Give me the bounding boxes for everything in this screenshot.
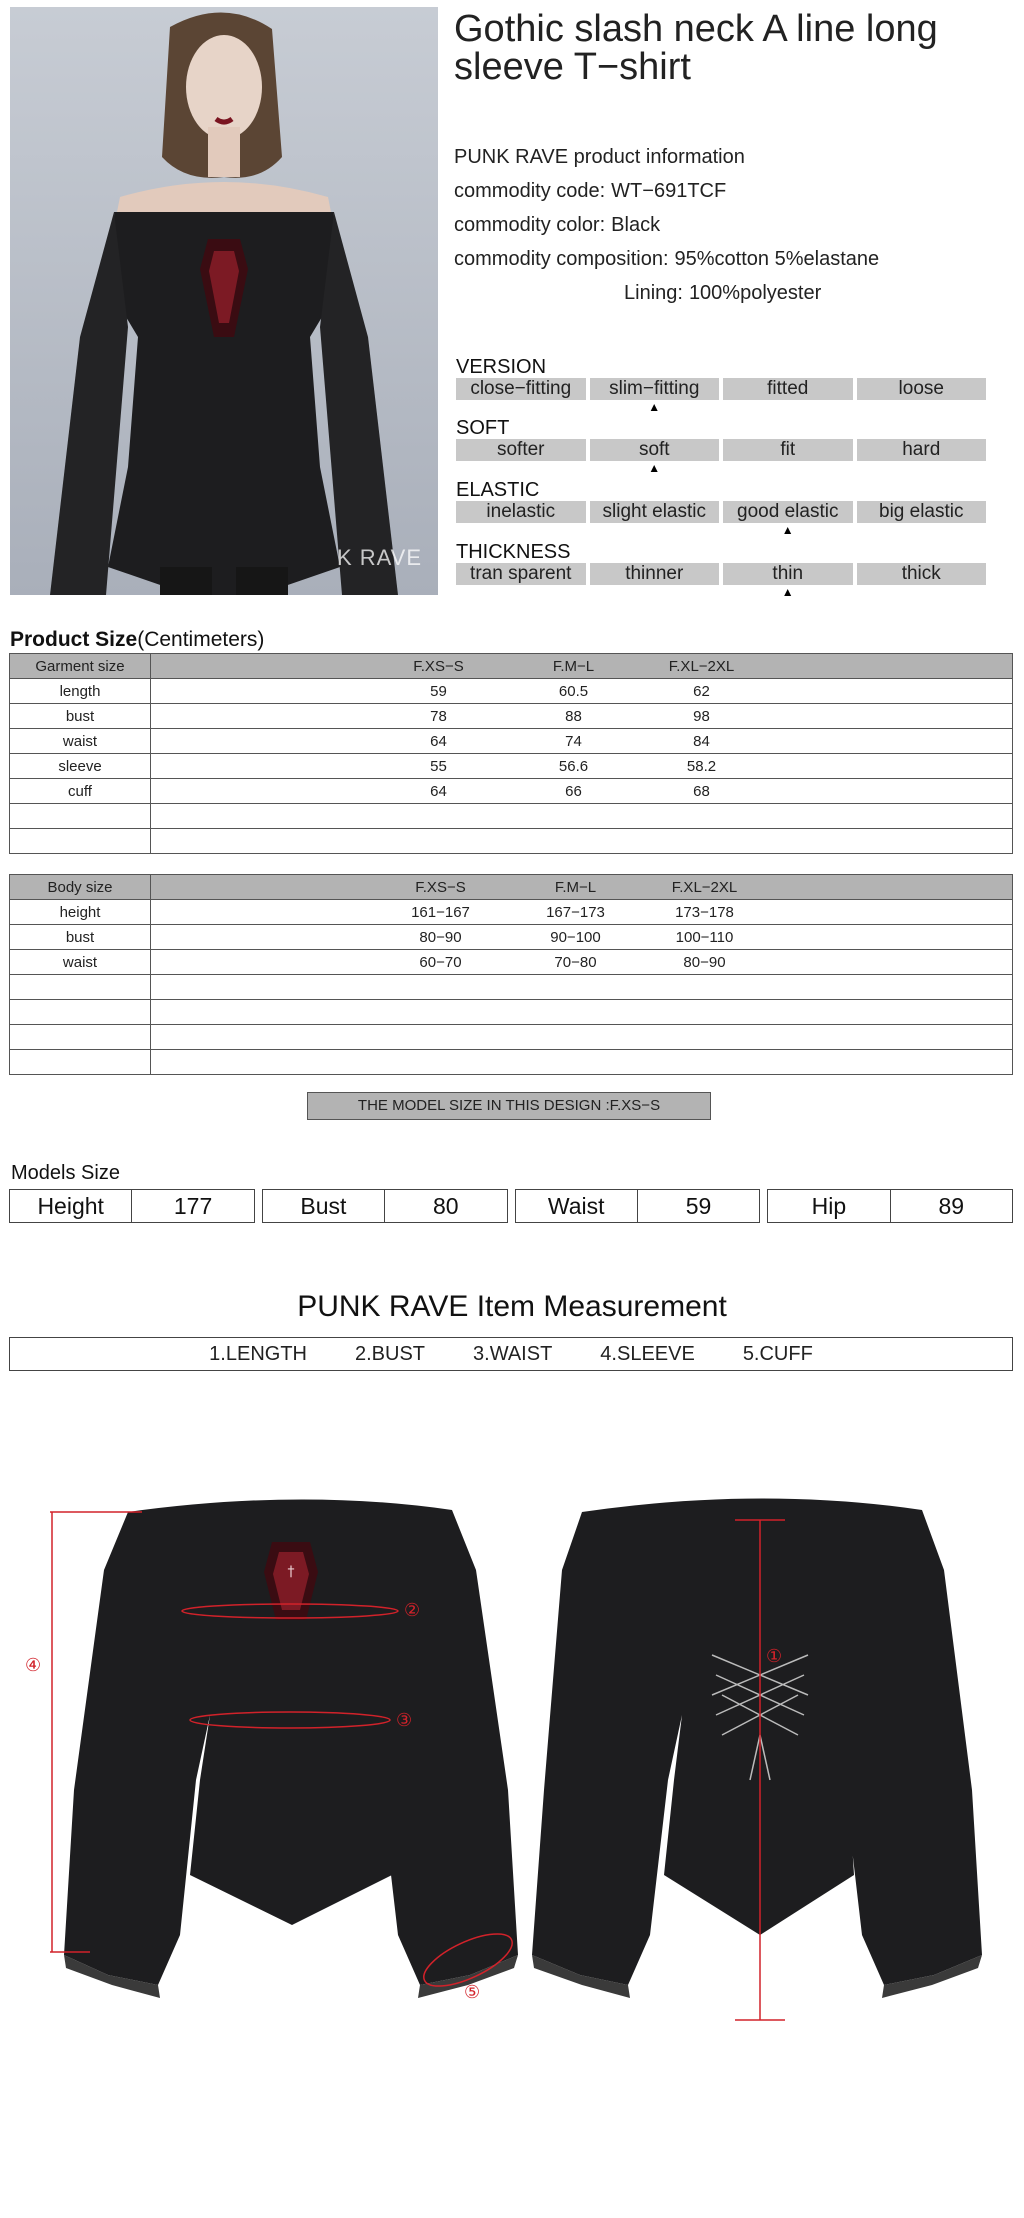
empty-row bbox=[10, 1025, 1013, 1050]
model-measure-value: 177 bbox=[173, 1193, 213, 1219]
lining-value: 100%polyester bbox=[688, 282, 822, 304]
table-cell: 161−167 bbox=[411, 903, 470, 921]
table-row bbox=[10, 754, 1013, 779]
attr-elastic-mark bbox=[590, 523, 720, 537]
attr-soft-mark bbox=[723, 461, 853, 475]
table-cell: 80−90 bbox=[419, 928, 462, 946]
measure-marker: ③ bbox=[396, 1710, 413, 1731]
attr-thickness-option: thinner bbox=[590, 563, 720, 585]
code-value: WT−691TCF bbox=[611, 180, 727, 202]
attr-soft-option: soft bbox=[590, 439, 720, 461]
code-label: commodity code: bbox=[454, 180, 606, 202]
table-cell: 70−80 bbox=[554, 953, 597, 971]
row-label: bust bbox=[10, 704, 151, 729]
empty-row bbox=[10, 975, 1013, 1000]
measure-marker: ② bbox=[404, 1600, 421, 1621]
table-cell: 90−100 bbox=[550, 928, 601, 946]
attr-elastic-option: slight elastic bbox=[590, 501, 720, 523]
product-info bbox=[454, 140, 879, 310]
garment-measurement-diagram bbox=[0, 1480, 1024, 2080]
attr-thickness-mark: ▲ bbox=[781, 585, 794, 599]
measurement-item: 4.SLEEVE bbox=[600, 1343, 695, 1365]
size-header: F.XS−S bbox=[415, 878, 466, 896]
table-row bbox=[10, 679, 1013, 704]
attr-elastic-mark bbox=[456, 523, 586, 537]
attr-version-option: slim−fitting bbox=[590, 378, 720, 400]
attr-version-mark bbox=[723, 400, 853, 414]
table-row bbox=[10, 704, 1013, 729]
product-size-title-bold: Product Size bbox=[10, 628, 138, 651]
attr-soft-option: softer bbox=[456, 439, 586, 461]
models-size-title: Models Size bbox=[11, 1162, 120, 1184]
attr-soft-mark bbox=[456, 461, 586, 475]
size-header: F.XL−2XL bbox=[671, 878, 738, 896]
model-measure-value: 59 bbox=[685, 1193, 712, 1219]
attr-elastic bbox=[456, 479, 986, 537]
model-measure-label: Waist bbox=[516, 1190, 638, 1222]
attr-elastic-mark bbox=[857, 523, 987, 537]
row-label: waist bbox=[10, 950, 151, 975]
body-size-table bbox=[9, 874, 1013, 1075]
attr-thickness-option: thin bbox=[723, 563, 853, 585]
model-size-note: THE MODEL SIZE IN THIS DESIGN :F.XS−S bbox=[307, 1092, 711, 1120]
empty-row bbox=[10, 829, 1013, 854]
model-measure-label: Bust bbox=[263, 1190, 385, 1222]
size-header: F.M−L bbox=[554, 878, 597, 896]
attr-soft-option: fit bbox=[723, 439, 853, 461]
table-cell: 64 bbox=[430, 732, 447, 750]
commodity-code bbox=[454, 174, 879, 208]
garment-front bbox=[64, 1499, 518, 1998]
measurement-item: 2.BUST bbox=[354, 1343, 426, 1365]
product-title: Gothic slash neck A line long sleeve T−shirt bbox=[454, 8, 938, 88]
measure-marker: ⑤ bbox=[464, 1982, 481, 2003]
measurement-item: 5.CUFF bbox=[742, 1343, 813, 1365]
table-header-row bbox=[10, 875, 1013, 900]
table-row bbox=[10, 950, 1013, 975]
attr-elastic-label: ELASTIC bbox=[456, 479, 540, 501]
size-header: F.XS−S bbox=[413, 657, 464, 675]
row-label: waist bbox=[10, 729, 151, 754]
color-label: commodity color: bbox=[454, 214, 606, 236]
product-photo bbox=[10, 7, 438, 595]
commodity-composition bbox=[454, 242, 879, 276]
model-measure bbox=[9, 1189, 255, 1223]
table-cell: 80−90 bbox=[683, 953, 726, 971]
table-cell: 66 bbox=[565, 782, 582, 800]
garment-back bbox=[532, 1498, 982, 1998]
table-cell: 64 bbox=[430, 782, 447, 800]
product-size-unit: (Centimeters) bbox=[137, 628, 265, 651]
table-row bbox=[10, 900, 1013, 925]
model-illustration bbox=[10, 7, 438, 595]
attr-thickness-mark bbox=[857, 585, 987, 599]
table-cell: 98 bbox=[693, 707, 710, 725]
table-header-row bbox=[10, 654, 1013, 679]
models-size-row bbox=[9, 1189, 1013, 1223]
attr-thickness-mark bbox=[456, 585, 586, 599]
table-cell: 78 bbox=[430, 707, 447, 725]
attr-version-option: close−fitting bbox=[456, 378, 586, 400]
attr-thickness-option: tran sparent bbox=[456, 563, 586, 585]
attr-thickness bbox=[456, 541, 986, 599]
measure-marker: ④ bbox=[25, 1655, 42, 1676]
attr-soft-mark bbox=[857, 461, 987, 475]
table-cell: 59 bbox=[430, 682, 447, 700]
measurement-item: 3.WAIST bbox=[473, 1343, 553, 1365]
table-row bbox=[10, 925, 1013, 950]
garment-size-table bbox=[9, 653, 1013, 854]
measurement-title: PUNK RAVE Item Measurement bbox=[297, 1290, 727, 1323]
row-label: height bbox=[10, 900, 151, 925]
attr-thickness-mark bbox=[590, 585, 720, 599]
attr-elastic-mark: ▲ bbox=[781, 523, 794, 537]
model-measure-label: Hip bbox=[768, 1190, 890, 1222]
table-row bbox=[10, 779, 1013, 804]
info-header: PUNK RAVE product information bbox=[454, 146, 745, 168]
row-label: cuff bbox=[10, 779, 151, 804]
attr-version-mark bbox=[857, 400, 987, 414]
table-cell: 56.6 bbox=[558, 757, 589, 775]
empty-row bbox=[10, 1050, 1013, 1075]
attr-version-label: VERSION bbox=[456, 356, 547, 378]
attr-version-mark bbox=[456, 400, 586, 414]
table-cell: 58.2 bbox=[686, 757, 717, 775]
size-header: F.M−L bbox=[552, 657, 595, 675]
attr-soft-mark: ▲ bbox=[648, 461, 661, 475]
measurement-item: 1.LENGTH bbox=[209, 1343, 307, 1365]
table-cell: 167−173 bbox=[546, 903, 605, 921]
attr-version bbox=[456, 356, 986, 414]
table-cell: 173−178 bbox=[675, 903, 734, 921]
attr-version-mark: ▲ bbox=[648, 400, 661, 414]
table-cell: 100−110 bbox=[675, 928, 734, 946]
table-row bbox=[10, 729, 1013, 754]
lining-label: Lining: bbox=[624, 282, 683, 304]
attr-elastic-option: inelastic bbox=[456, 501, 586, 523]
table-cell: 60.5 bbox=[558, 682, 589, 700]
commodity-color bbox=[454, 208, 879, 242]
table-cell: 88 bbox=[565, 707, 582, 725]
attr-thickness-label: THICKNESS bbox=[456, 541, 571, 563]
body-size-header: Body size bbox=[10, 875, 151, 900]
size-header: F.XL−2XL bbox=[668, 657, 735, 675]
watermark: K RAVE bbox=[336, 545, 422, 570]
measurement-list bbox=[9, 1337, 1013, 1371]
row-label: sleeve bbox=[10, 754, 151, 779]
row-label: length bbox=[10, 679, 151, 704]
model-measure bbox=[515, 1189, 761, 1223]
row-label: bust bbox=[10, 925, 151, 950]
model-measure bbox=[262, 1189, 508, 1223]
product-size-title bbox=[10, 628, 264, 652]
attr-version-option: fitted bbox=[723, 378, 853, 400]
attr-elastic-option: big elastic bbox=[857, 501, 987, 523]
empty-row bbox=[10, 1000, 1013, 1025]
measure-marker: ① bbox=[766, 1646, 783, 1667]
empty-row bbox=[10, 804, 1013, 829]
attr-elastic-option: good elastic bbox=[723, 501, 853, 523]
color-value: Black bbox=[611, 214, 661, 236]
attr-soft-option: hard bbox=[857, 439, 987, 461]
table-cell: 74 bbox=[565, 732, 582, 750]
attr-version-option: loose bbox=[857, 378, 987, 400]
garment-size-header: Garment size bbox=[10, 654, 151, 679]
table-cell: 55 bbox=[430, 757, 447, 775]
model-measure bbox=[767, 1189, 1013, 1223]
table-cell: 68 bbox=[693, 782, 710, 800]
model-measure-label: Height bbox=[10, 1190, 132, 1222]
composition-value: 95%cotton 5%elastane bbox=[674, 248, 880, 270]
attr-soft-label: SOFT bbox=[456, 417, 510, 439]
composition-label: commodity composition: bbox=[454, 248, 669, 270]
attr-thickness-option: thick bbox=[857, 563, 987, 585]
svg-text:†: † bbox=[287, 1564, 295, 1580]
model-measure-value: 89 bbox=[938, 1193, 965, 1219]
table-cell: 60−70 bbox=[419, 953, 462, 971]
table-cell: 62 bbox=[693, 682, 710, 700]
model-measure-value: 80 bbox=[433, 1193, 459, 1219]
table-cell: 84 bbox=[693, 732, 710, 750]
lining bbox=[454, 276, 879, 310]
attr-soft bbox=[456, 417, 986, 475]
